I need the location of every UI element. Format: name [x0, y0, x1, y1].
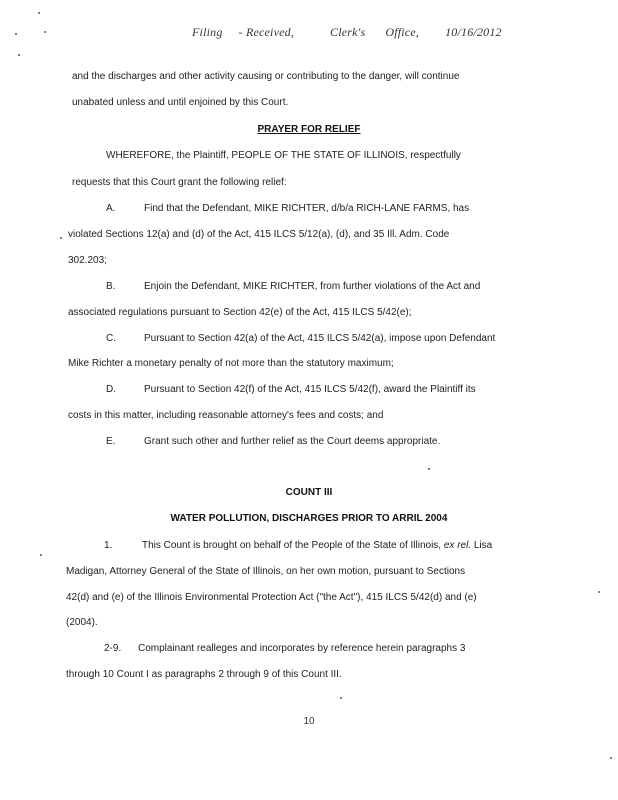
relief-a-label: A. [106, 203, 116, 214]
para2-text-1: Complainant realleges and incorporates by reference herein paragraphs 3 [138, 643, 466, 654]
relief-c-line-1 [106, 333, 495, 345]
scan-speck [340, 697, 342, 699]
relief-a-text-1: Find that the Defendant, MIKE RICHTER, d/b/a RICH-LANE FARMS, has [144, 203, 470, 214]
relief-e-label: E. [106, 436, 116, 447]
para1-text-1c: Lisa [473, 540, 493, 551]
prayer-intro-line-1: WHEREFORE, the Plaintiff, PEOPLE OF THE STATE OF ILLINOIS, respectfully [106, 150, 461, 161]
relief-d-label: D. [106, 384, 116, 395]
prayer-heading: PRAYER FOR RELIEF [257, 124, 361, 135]
para1-line-2: Madigan, Attorney General of the State of Illinois, on her own motion, pursuant to Sections [66, 566, 466, 577]
count-heading: COUNT III [285, 487, 333, 498]
stamp-office: Office, [385, 25, 420, 39]
scan-speck [598, 591, 600, 593]
para1-text-exrel: ex rel. [443, 540, 472, 551]
prayer-intro-line-2: requests that this Court grant the following relief: [72, 177, 287, 188]
relief-c-label: C. [106, 333, 116, 344]
page-number: 10 [303, 716, 315, 727]
relief-c-text-1: Pursuant to Section 42(a) of the Act, 415 ILCS 5/42(a), impose upon Defendant [144, 333, 496, 344]
para2-line-1 [104, 643, 465, 655]
para1-label: 1. [104, 540, 113, 551]
stamp-filing: Filing [192, 25, 223, 39]
relief-b-line-2: associated regulations pursuant to Section 42(e) of the Act, 415 ILCS 5/42(e); [68, 307, 412, 318]
relief-a-line-3: 302.203; [68, 255, 107, 266]
stamp-received: - Received, [238, 25, 295, 39]
relief-b-text-1: Enjoin the Defendant, MIKE RICHTER, from further violations of the Act and [144, 281, 481, 292]
filing-stamp [192, 25, 502, 40]
scan-speck [60, 237, 62, 239]
relief-c-line-2: Mike Richter a monetary penalty of not more than the statutory maximum; [68, 358, 394, 369]
scan-speck [15, 33, 17, 35]
relief-d-line-2: costs in this matter, including reasonable attorney's fees and costs; and [68, 410, 384, 421]
para2-label: 2-9. [104, 643, 122, 654]
scan-speck [610, 757, 612, 759]
scan-speck [44, 31, 46, 33]
scan-speck [38, 12, 40, 14]
stamp-date: 10/16/2012 [445, 25, 502, 39]
count-subheading: WATER POLLUTION, DISCHARGES PRIOR TO ARRIL 2004 [170, 513, 448, 524]
relief-d-text-1: Pursuant to Section 42(f) of the Act, 415 ILCS 5/42(f), award the Plaintiff its [144, 384, 476, 395]
relief-b-label: B. [106, 281, 116, 292]
scan-speck [18, 54, 20, 56]
relief-e-text-1: Grant such other and further relief as the Court deems appropriate. [144, 436, 441, 447]
relief-a-line-2: violated Sections 12(a) and (d) of the Act, 415 ILCS 5/12(a), (d), and 35 Ill. Adm. Code [68, 229, 450, 240]
relief-a-line-1 [106, 203, 469, 215]
para2-line-2: through 10 Count I as paragraphs 2 through 9 of this Count III. [66, 669, 342, 680]
continuation-line-1: and the discharges and other activity causing or contributing to the danger, will continue [72, 71, 460, 82]
stamp-clerks: Clerk's [330, 25, 366, 39]
scan-speck [40, 554, 42, 556]
para1-line-3: 42(d) and (e) of the Illinois Environmental Protection Act ("the Act"), 415 ILCS 5/42(d) and (e) [66, 592, 477, 603]
relief-d-line-1 [106, 384, 476, 396]
para1-text-1a: This Count is brought on behalf of the People of the State of Illinois, [142, 540, 442, 551]
relief-b-line-1 [106, 281, 480, 293]
scan-speck [428, 468, 430, 470]
relief-e-line-1 [106, 436, 440, 448]
para1-line-1 [104, 540, 492, 552]
continuation-line-2: unabated unless and until enjoined by this Court. [72, 97, 289, 108]
para1-line-4: (2004). [66, 617, 98, 628]
